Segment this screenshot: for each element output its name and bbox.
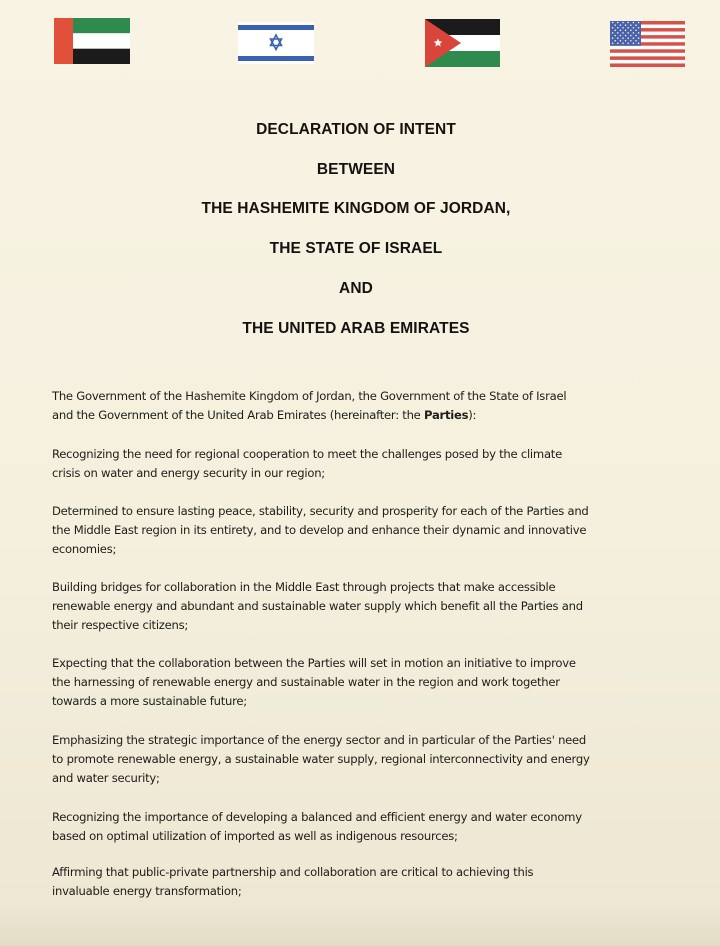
- page-shadow: [0, 906, 720, 946]
- title-party-uae: THE UNITED ARAB EMIRATES: [242, 320, 470, 337]
- text-line: based on optimal utilization of imported as well as indigenous resources;: [52, 829, 458, 843]
- text-line: invaluable energy transformation;: [52, 884, 242, 898]
- text-line: their respective citizens;: [52, 618, 189, 632]
- title-and: AND: [339, 280, 373, 297]
- text-line: [52, 406, 656, 425]
- text-line: crisis on water and energy security in our region;: [52, 466, 325, 480]
- text-line: Recognizing the need for regional cooperation to meet the challenges posed by the climate: [52, 447, 562, 461]
- text-line: Building bridges for collaboration in the Middle East through projects that make accessible: [52, 580, 556, 594]
- text-span: ):: [468, 408, 477, 422]
- text-line: Expecting that the collaboration between the Parties will set in motion an initiative to improve: [52, 656, 576, 670]
- title-party-israel: THE STATE OF ISRAEL: [269, 240, 443, 257]
- recital-paragraph: [52, 863, 656, 901]
- text-line: Emphasizing the strategic importance of the energy sector and in particular of the Parties' need: [52, 733, 587, 747]
- text-line: to promote renewable energy, a sustainable water supply, regional interconnectivity and energy: [52, 752, 590, 766]
- text-span: and the Government of the United Arab Emirates (hereinafter: the: [52, 408, 425, 422]
- text-line: renewable energy and abundant and sustainable water supply which benefit all the Parties and: [52, 599, 583, 613]
- recital-paragraph: [52, 654, 656, 711]
- text-line: The Government of the Hashemite Kingdom of Jordan, the Government of the State of Israel: [52, 389, 567, 403]
- israel-flag-icon: [238, 22, 314, 64]
- text-line: economies;: [52, 542, 117, 556]
- recital-paragraph: [52, 808, 656, 846]
- title-between: BETWEEN: [316, 161, 396, 178]
- text-line: Affirming that public-private partnership and collaboration are critical to achieving this: [52, 865, 534, 879]
- text-line: the Middle East region in its entirety, and to develop and enhance their dynamic and innovative: [52, 523, 587, 537]
- recital-paragraph: [52, 502, 656, 559]
- document-title: DECLARATION OF INTENT: [256, 121, 456, 138]
- recital-paragraph: [52, 731, 656, 788]
- intro-paragraph: [52, 387, 656, 425]
- text-line: and water security;: [52, 771, 160, 785]
- parties-term: Parties: [424, 408, 469, 422]
- text-line: towards a more sustainable future;: [52, 694, 247, 708]
- title-party-jordan: THE HASHEMITE KINGDOM OF JORDAN,: [201, 200, 511, 217]
- text-line: Recognizing the importance of developing a balanced and efficient energy and water economy: [52, 810, 582, 824]
- text-line: the harnessing of renewable energy and sustainable water in the region and work together: [52, 675, 560, 689]
- uae-flag-icon: [54, 18, 130, 64]
- jordan-flag-icon: [425, 19, 500, 67]
- recital-paragraph: [52, 578, 656, 635]
- recital-paragraph: [52, 445, 656, 483]
- text-line: Determined to ensure lasting peace, stability, security and prosperity for each of the Parties and: [52, 504, 589, 518]
- usa-flag-icon: [610, 21, 685, 67]
